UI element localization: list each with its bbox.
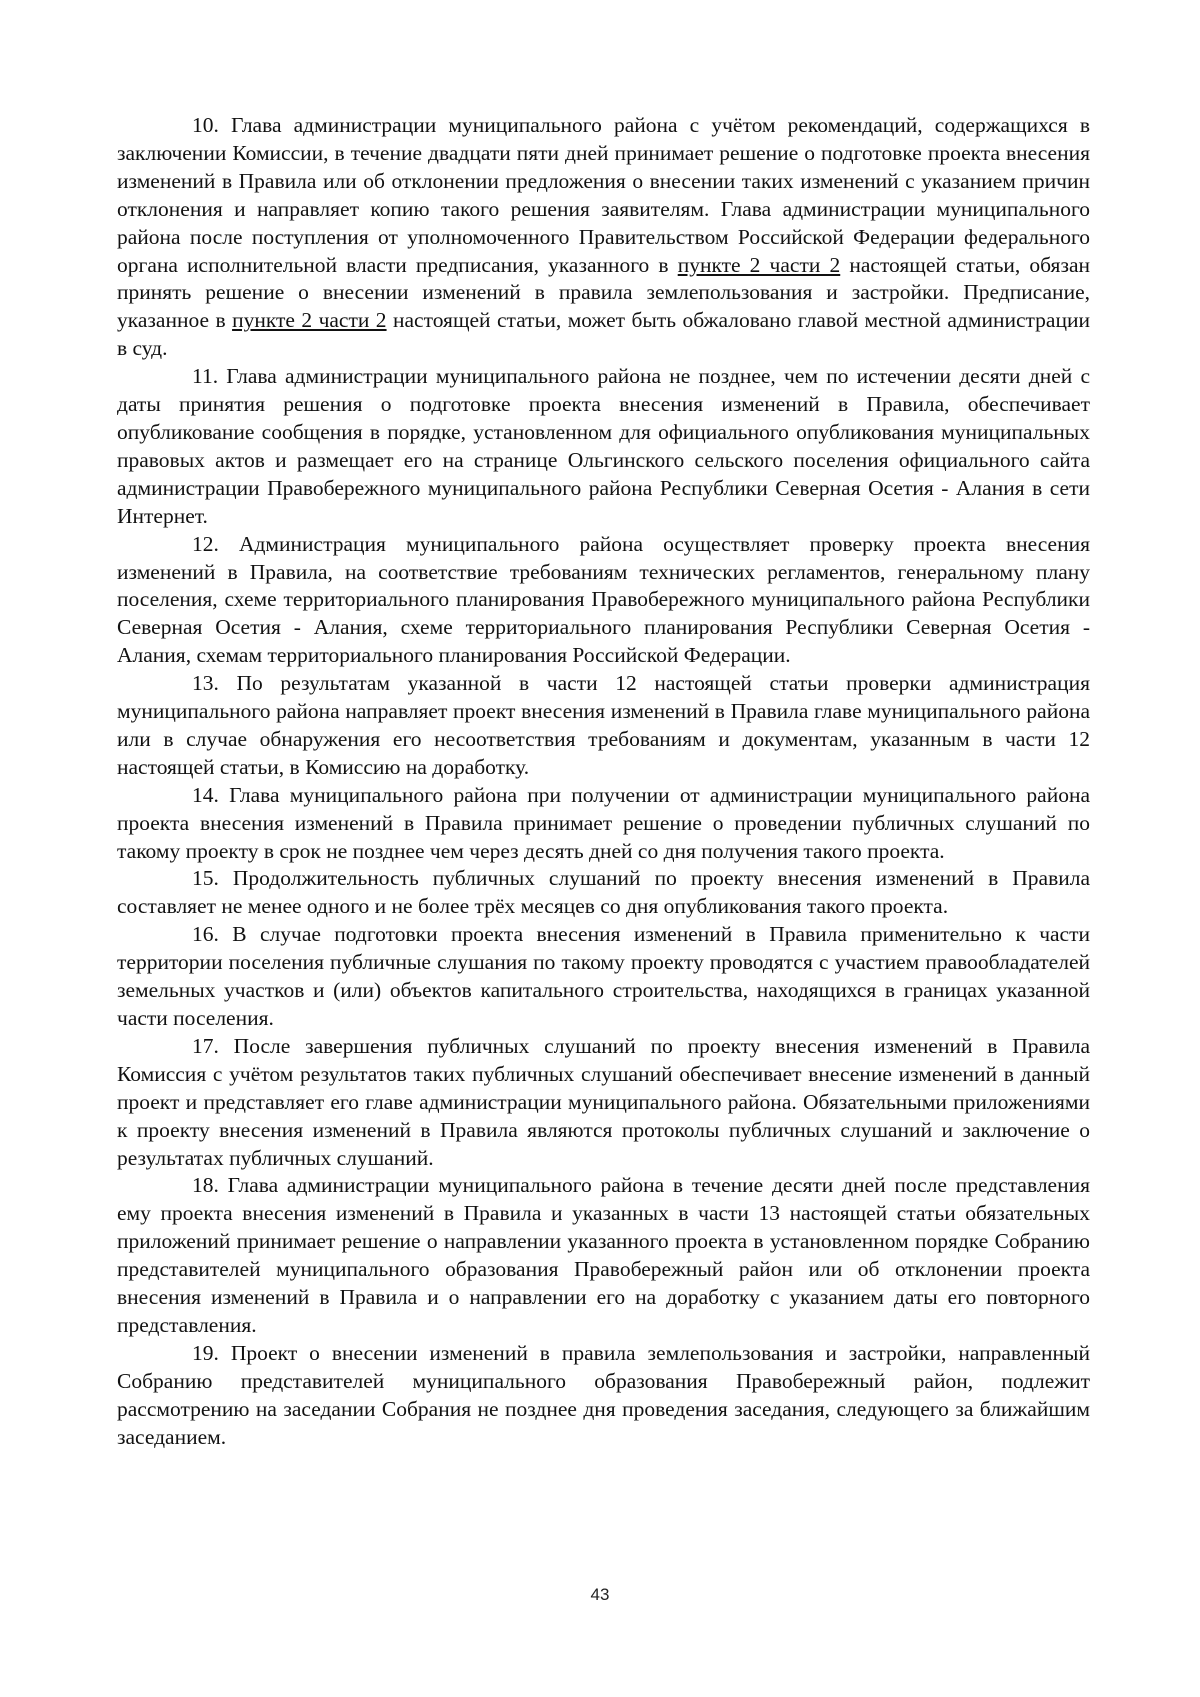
- paragraph-16: 16. В случае подготовки проекта внесения изменений в Правила применительно к части территории поселения публичные слушания по такому проекту проводятся с участием правообладателей земельных участков и (или) объектов капитального строительства, находящихся в границах указанной части поселения.: [117, 922, 1090, 1030]
- reference-link-2[interactable]: пункте 2 части 2: [232, 308, 387, 333]
- page-number: 43: [590, 1585, 610, 1604]
- paragraph-10-text-start: 10. Глава администрации муниципального района с учётом рекомендаций, содержащихся в заключении Комиссии, в течение двадцати пяти дней принимает решение о подготовке проекта внесения изменений в Правила или об отклонении предложения о внесении таких изменений с указанием причин отклонения и направляет копию такого решения заявителям. Глава администрации муниципального района после поступления от уполномоченного Правительством Российской Федерации федерального органа исполнительной власти предписания, указанного в: [117, 113, 1090, 277]
- paragraph-12: 12. Администрация муниципального района осуществляет проверку проекта внесения изменений в Правила, на соответствие требованиям технических регламентов, генеральному плану поселения, схеме территориального планирования Правобережного муниципального района Республики Северная Осетия - Алания, схеме территориального планирования Республики Северная Осетия - Алания, схемам территориального планирования Российской Федерации.: [117, 531, 1090, 668]
- paragraph-18: 18. Глава администрации муниципального района в течение десяти дней после представления ему проекта внесения изменений в Правила и указанных в части 13 настоящей статьи обязательных приложений принимает решение о направлении указанного проекта в установленном порядке Собранию представителей муниципального образования Правобережный район или об отклонении проекта внесения изменений в Правила и о направлении его на доработку с указанием даты его повторного представления.: [117, 1173, 1090, 1337]
- reference-link-1[interactable]: пункте 2 части 2: [677, 252, 841, 277]
- paragraph-15: 15. Продолжительность публичных слушаний по проекту внесения изменений в Правила составляет не менее одного и не более трёх месяцев со дня опубликования такого проекта.: [117, 866, 1090, 919]
- paragraph-10-text-end: настоящей статьи, может быть обжаловано главой местной администрации в суд.: [117, 308, 1090, 361]
- paragraph-10-text-mid: настоящей статьи, обязан принять решение о внесении изменений в правила землепользования и застройки. Предписание, указанное в: [117, 252, 1090, 333]
- paragraph-10: [117, 112, 1090, 363]
- paragraph-11: 11. Глава администрации муниципального района не позднее, чем по истечении десяти дней с даты принятия решения о подготовке проекта внесения изменений в Правила, обеспечивает опубликование сообщения в порядке, установленном для официального опубликования муниципальных правовых актов и размещает его на странице Ольгинского сельского поселения официального сайта администрации Правобережного муниципального района Республики Северная Осетия - Алания в сети Интернет.: [117, 364, 1090, 528]
- paragraph-19: 19. Проект о внесении изменений в правила землепользования и застройки, направленный Собранию представителей муниципального образования Правобережный район, подлежит рассмотрению на заседании Собрания не позднее дня проведения заседания, следующего за ближайшим заседанием.: [117, 1340, 1090, 1449]
- document-page: [117, 112, 1090, 1452]
- paragraph-17: 17. После завершения публичных слушаний по проекту внесения изменений в Правила Комиссия с учётом результатов таких публичных слушаний обеспечивает внесение изменений в данный проект и представляет его главе администрации муниципального района. Обязательными приложениями к проекту внесения изменений в Правила являются протоколы публичных слушаний и заключение о результатах публичных слушаний.: [117, 1033, 1090, 1170]
- paragraph-13: 13. По результатам указанной в части 12 настоящей статьи проверки администрация муниципального района направляет проект внесения изменений в Правила главе муниципального района или в случае обнаружения его несоответствия требованиям и документам, указанным в части 12 настоящей статьи, в Комиссию на доработку.: [117, 671, 1090, 779]
- paragraph-14: 14. Глава муниципального района при получении от администрации муниципального района проекта внесения изменений в Правила принимает решение о проведении публичных слушаний по такому проекту в срок не позднее чем через десять дней со дня получения такого проекта.: [117, 782, 1090, 863]
